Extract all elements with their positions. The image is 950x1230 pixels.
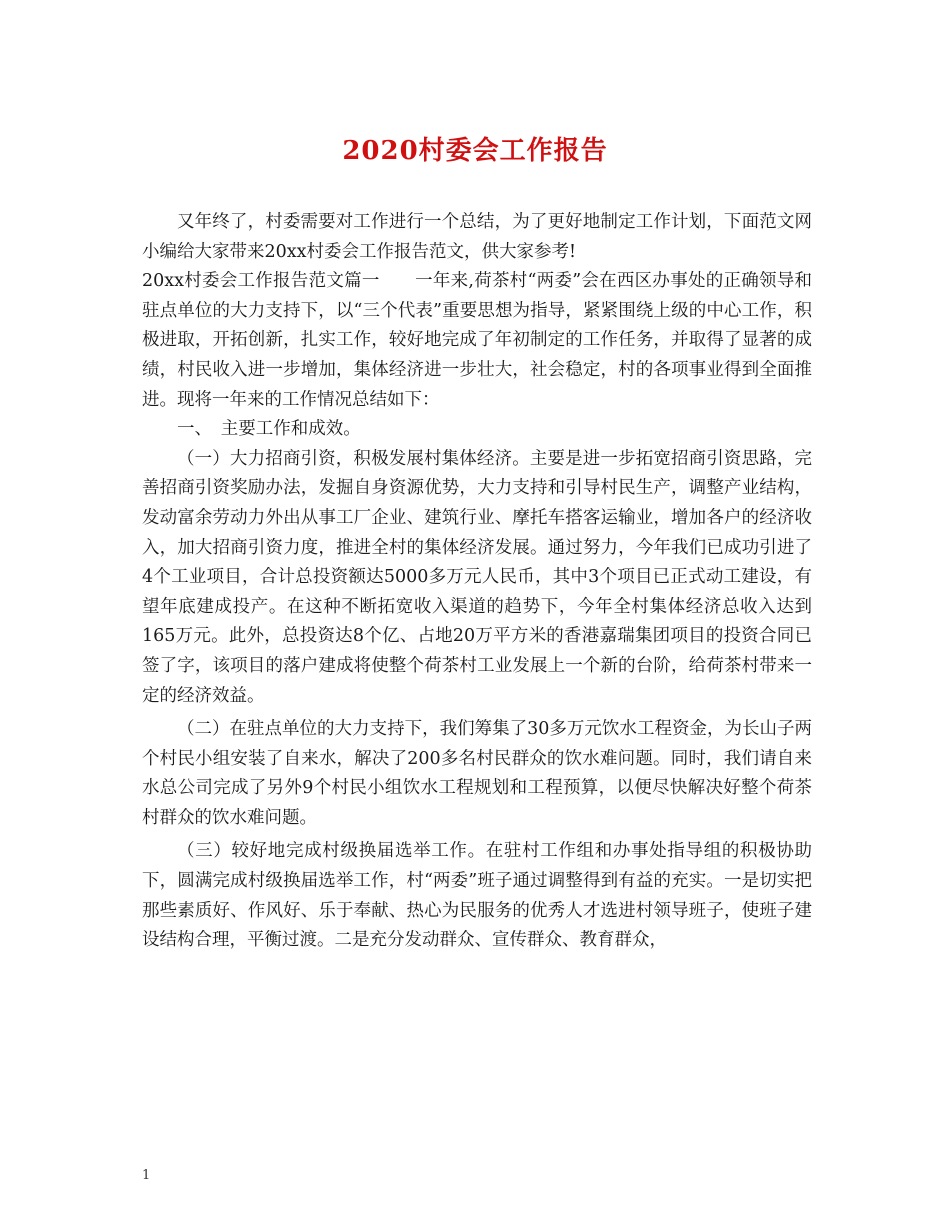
paragraph-water-project: （二）在驻点单位的大力支持下，我们筹集了30多万元饮水工程资金，为长山子两个村民小组安装了自来水，解决了200多名村民群众的饮水难问题。同时，我们请自来水总公司完成了另外9个村民小组饮水工程规划和工程预算，以便尽快解决好整个荷茶村群众的饮水难问题。: [142, 719, 812, 828]
document-title: 2020村委会工作报告: [342, 136, 608, 166]
paragraph-investment: （一）大力招商引资，积极发展村集体经济。主要是进一步拓宽招商引资思路，完善招商引资奖励办法，发掘自身资源优势，大力支持和引导村民生产，调整产业结构，发动富余劳动力外出从事工厂企业、建筑行业、摩托车搭客运输业，增加各户的经济收入，加大招商引资力度，推进全村的集体经济发展。通过努力，今年我们已成功引进了4个工业项目，合计总投资额达5000多万元人民币，其中3个项目已正式动工建设，有望年底建成投产。在这种不断拓宽收入渠道的趋势下，今年全村集体经济总收入达到165万元。此外，总投资达8个亿、占地20万平方米的香港嘉瑞集团项目的投资合同已签了字，该项目的落户建成将使整个荷茶村工业发展上一个新的台阶，给荷茶村带来一定的经济效益。: [142, 448, 812, 706]
document-body: [142, 208, 812, 956]
page-number: 1: [142, 1168, 151, 1183]
intro-paragraph: 又年终了，村委需要对工作进行一个总结，为了更好地制定工作计划，下面范文网小编给大家带来20xx村委会工作报告范文，供大家参考!: [142, 212, 812, 262]
paragraph-election: （三）较好地完成村级换届选举工作。在驻村工作组和办事处指导组的积极协助下，圆满完成村级换届选举工作，村“两委”班子通过调整得到有益的充实。一是切实把那些素质好、作风好、乐于奉献、热心为民服务的优秀人才选进村领导班子，使班子建设结构合理，平衡过渡。二是充分发动群众、宣传群众、教育群众，: [142, 841, 812, 951]
report-overview-paragraph: 20xx村委会工作报告范文篇一 一年来,荷茶村“两委”会在西区办事处的正确领导和驻点单位的大力支持下，以“三个代表”重要思想为指导，紧紧围绕上级的中心工作，积极进取，开拓创新，扎实工作，较好地完成了年初制定的工作任务，并取得了显著的成绩，村民收入进一步增加，集体经济进一步壮大，社会稳定，村的各项事业得到全面推进。现将一年来的工作情况总结如下：: [142, 271, 812, 410]
section-heading-main-work: 一、 主要工作和成效。: [177, 419, 361, 440]
